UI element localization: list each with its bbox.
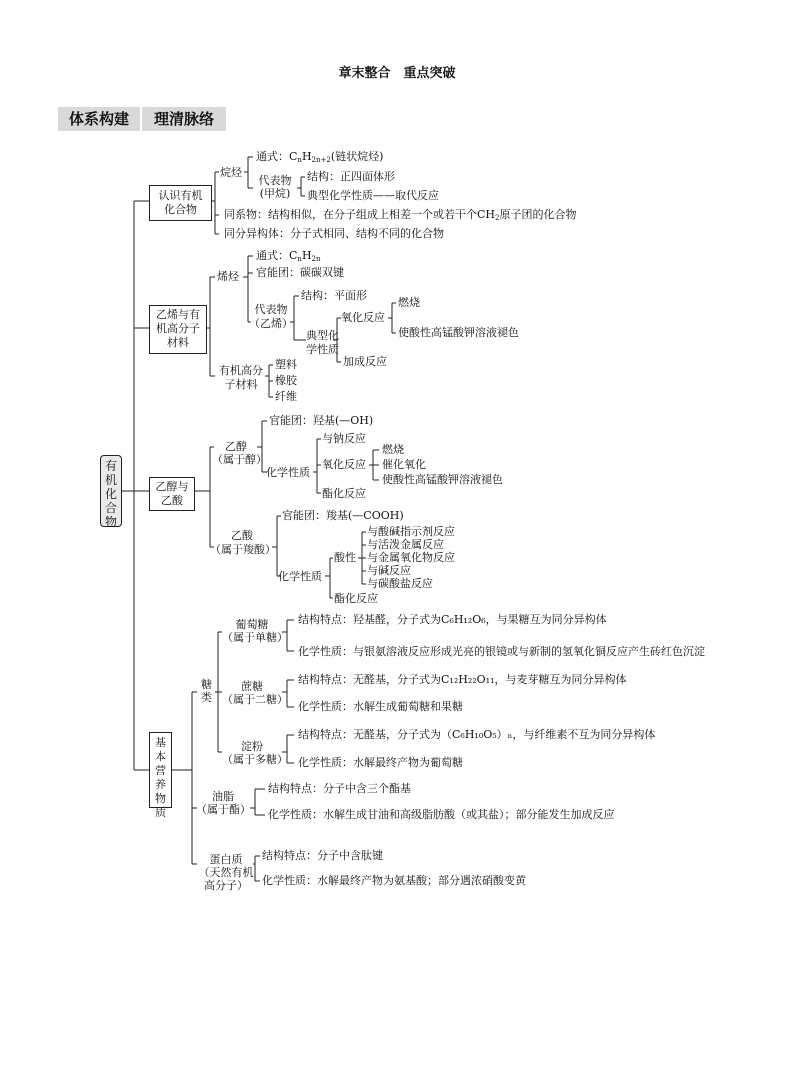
branch2-label-line3: 材料 (167, 336, 189, 349)
homolog-definition: 同系物：结构相似，在分子组成上相差一个或若干个$CH_2$原子团的化合物 (224, 208, 577, 222)
acid-indicator-reaction: 与酸碱指示剂反应 (367, 525, 455, 538)
ethanol-oxidation: 氧化反应 (322, 458, 366, 471)
acid-base-reaction: 与碱反应 (367, 564, 411, 577)
acetic-acid-label-line1: 乙酸 (231, 529, 253, 542)
fat-structure: 结构特点：分子中含三个酯基 (268, 782, 411, 795)
branch-box-ethylene-polymer (149, 305, 207, 354)
ethylene-addition: 加成反应 (343, 355, 387, 368)
ethylene-typical-line2: 学性质 (306, 343, 339, 356)
branch3-label-line1: 乙醇与 (155, 480, 189, 493)
glucose-chemistry: 化学性质：与银氨溶液反应形成光亮的银镜或与新制的氢氧化铜反应产生砖红色沉淀 (298, 645, 705, 658)
ethylene-structure: 结构：平面形 (301, 289, 367, 302)
branch-box-ethanol-acetic-acid (149, 477, 195, 511)
ethanol-sodium-reaction: 与钠反应 (322, 432, 366, 445)
ethanol-label-line2: （属于醇） (212, 453, 267, 466)
starch-line1: 淀粉 (241, 740, 263, 753)
polymer-fiber: 纤维 (275, 390, 297, 403)
ethylene-typical-line1: 典型化 (306, 329, 339, 342)
ethanol-esterification: 酯化反应 (322, 487, 366, 500)
starch-chemistry: 化学性质：水解最终产物为葡萄糖 (298, 756, 463, 769)
acetic-acid-label-line2: （属于羧酸） (210, 543, 276, 556)
ethanol-kmno4: 使酸性高锰酸钾溶液褪色 (382, 473, 503, 486)
branch1-label-line2: 化合物 (164, 203, 197, 216)
protein-line3: 高分子） (204, 879, 248, 892)
branch1-label-line1: 认识有机 (158, 189, 203, 202)
alkene-representative-line2: （乙烯） (249, 317, 293, 330)
alkene-formula: 通式：$C_nH_{2n}$ (256, 249, 321, 263)
polymer-plastic: 塑料 (275, 358, 297, 371)
ethylene-oxidation: 氧化反应 (341, 311, 385, 324)
alkene-representative-line1: 代表物 (254, 303, 288, 316)
alkane-representative-line2: (甲烷) (259, 187, 291, 200)
protein-line1: 蛋白质 (209, 853, 243, 866)
polymer-material-line1: 有机高分 (219, 364, 263, 377)
sucrose-line2: （属于二糖） (222, 693, 288, 706)
ethanol-catalytic-oxidation: 催化氧化 (382, 458, 426, 471)
acid-chemical-properties: 化学性质 (278, 570, 322, 583)
ethylene-burn: 燃烧 (398, 296, 420, 309)
polymer-rubber: 橡胶 (275, 374, 297, 387)
ethylene-kmno4: 使酸性高锰酸钾溶液褪色 (398, 326, 519, 339)
section-header-left: 体系构建 (58, 107, 140, 131)
protein-structure: 结构特点：分子中含肽键 (262, 849, 383, 862)
alkene-functional-group: 官能团：碳碳双键 (256, 266, 344, 279)
acid-acidity: 酸性 (334, 551, 356, 564)
protein-chemistry: 化学性质：水解最终产物为氨基酸；部分遇浓硝酸变黄 (262, 874, 526, 887)
branch-box-basic-nutrients (149, 732, 172, 819)
branch3-label-line2: 乙酸 (161, 494, 183, 507)
section-header-right: 理清脉络 (142, 107, 226, 131)
branch-box-know-organic (149, 185, 212, 221)
glucose-structure: 结构特点：羟基醛，分子式为C₆H₁₂O₆，与果糖互为同分异构体 (298, 613, 607, 626)
alkane-formula: 通式：$C_nH_{2n+2}$(链状烷烃) (256, 150, 384, 164)
starch-structure: 结构特点：无醛基，分子式为（C₆H₁₀O₅）ₙ，与纤维素不互为同分异构体 (298, 728, 656, 741)
alkane-node: 烷烃 (220, 166, 242, 179)
glucose-line2: （属于单糖） (222, 631, 288, 644)
acid-esterification: 酯化反应 (334, 592, 378, 605)
methane-structure: 结构：正四面体形 (307, 170, 395, 183)
isomer-definition: 同分异构体：分子式相同、结构不同的化合物 (224, 227, 444, 240)
acid-metal-oxide-reaction: 与金属氧化物反应 (367, 551, 455, 564)
branch2-label-line2: 机高分子 (156, 322, 200, 335)
glucose-line1: 葡萄糖 (235, 618, 269, 631)
sucrose-line1: 蔗糖 (241, 680, 263, 693)
sucrose-chemistry: 化学性质：水解生成葡萄糖和果糖 (298, 700, 463, 713)
page-title: 章末整合 重点突破 (338, 66, 456, 81)
ethanol-burn: 燃烧 (382, 443, 404, 456)
fat-line1: 油脂 (212, 790, 234, 803)
protein-line2: （天然有机 (198, 866, 254, 879)
fat-line2: （属于酯） (196, 803, 251, 816)
polymer-material-line2: 子材料 (224, 378, 258, 391)
alkene-node: 烯烃 (217, 270, 239, 283)
acid-carbonate-reaction: 与碳酸盐反应 (367, 577, 433, 590)
sugar-node: 糖类 (201, 678, 212, 704)
branch2-label-line1: 乙烯与有 (156, 308, 200, 321)
branch4-label: 基本营养物质 (155, 736, 166, 819)
root-node-organic-compounds: 有机化合物 (100, 455, 122, 527)
ethanol-label-line1: 乙醇 (225, 440, 247, 453)
fat-chemistry: 化学性质：水解生成甘油和高级脂肪酸（或其盐）；部分能发生加成反应 (268, 808, 615, 821)
ethanol-chemical-properties: 化学性质 (266, 466, 310, 479)
alkane-representative-line1: 代表物 (258, 174, 292, 187)
starch-line2: （属于多糖） (222, 753, 288, 766)
methane-property: 典型化学性质——取代反应 (307, 189, 439, 202)
ethanol-functional-group: 官能团：羟基(—OH) (269, 414, 374, 427)
acid-functional-group: 官能团：羧基(—COOH) (282, 509, 404, 522)
sucrose-structure: 结构特点：无醛基，分子式为C₁₂H₂₂O₁₁，与麦芽糖互为同分异构体 (298, 673, 627, 686)
acid-metal-reaction: 与活泼金属反应 (367, 538, 444, 551)
